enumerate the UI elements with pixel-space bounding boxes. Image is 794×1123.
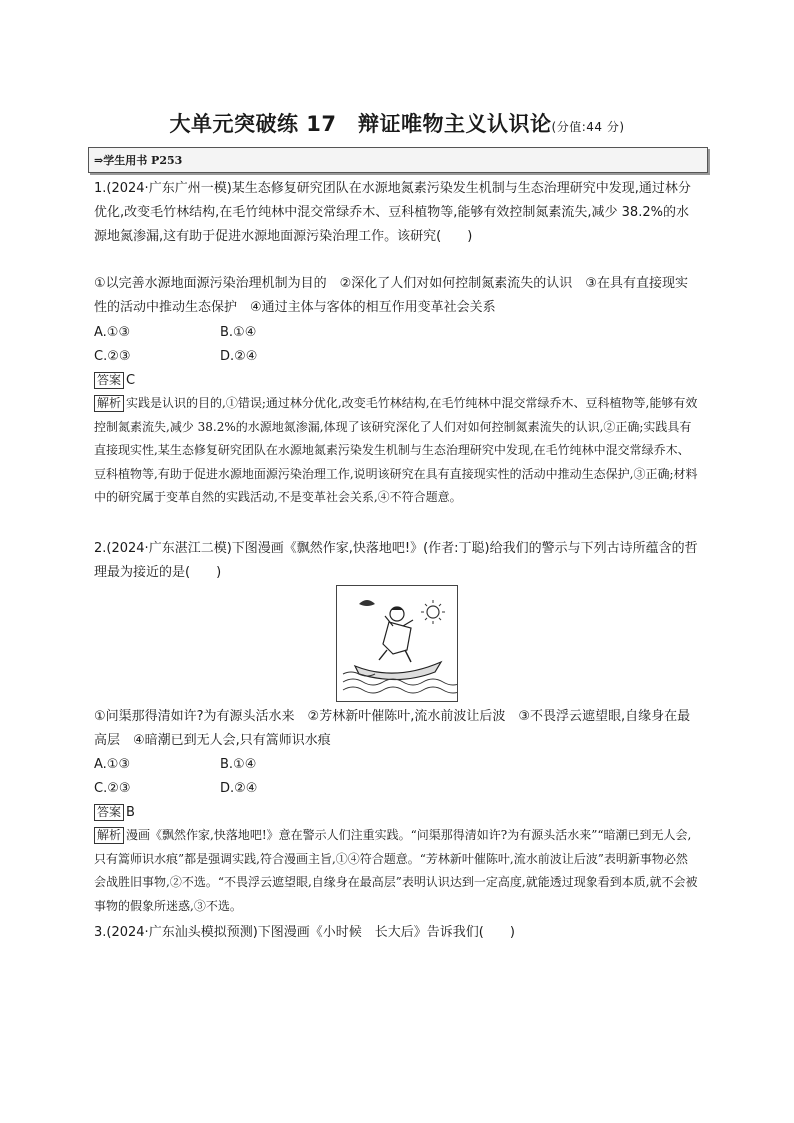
q1-answer-value: C <box>126 373 136 388</box>
q1-answer <box>94 371 135 391</box>
analysis-label: 解析 <box>94 395 124 412</box>
book-reference-bar <box>88 147 708 173</box>
score-note: (分值:44 分) <box>551 120 625 134</box>
q2-option-a: A.①③ <box>94 757 131 772</box>
q1-option-b: B.①④ <box>220 325 257 340</box>
q2-option-b: B.①④ <box>220 757 257 772</box>
q2-option-c: C.②③ <box>94 781 131 796</box>
q2-answer-value: B <box>126 805 135 820</box>
q1-option-a: A.①③ <box>94 325 131 340</box>
cartoon-image <box>336 585 458 702</box>
cartoon-drawing <box>337 586 457 701</box>
q2-analysis <box>94 824 699 918</box>
answer-label: 答案 <box>94 372 124 389</box>
q1-option-d: D.②④ <box>220 349 258 364</box>
q2-answer <box>94 803 135 823</box>
analysis-label: 解析 <box>94 827 124 844</box>
answer-label: 答案 <box>94 804 124 821</box>
q1-stem: 1.(2024·广东广州一模)某生态修复研究团队在水源地氮素污染发生机制与生态治理研究中发现,通过林分优化,改变毛竹林结构,在毛竹纯林中混交常绿乔木、豆科植物等,能够有效控制氮素流失,减少 38.2%的水源地氮渗漏,这有助于促进水源地面源污染治理工作。该研究( ) <box>94 181 691 244</box>
q1-analysis-text: 实践是认识的目的,①错误;通过林分优化,改变毛竹林结构,在毛竹纯林中混交常绿乔木、豆科植物等,能够有效控制氮素流失,减少 38.2%的水源地氮渗漏,体现了该研究深化了人们对如何控制氮素流失的认识,②正确;实践具有直接现实性,某生态修复研究团队在水源地氮素污染发生机制与生态治理研究中发现,在毛竹纯林中混交常绿乔木、豆科植物等,有助于促进水源地面源污染治理工作,说明该研究在具有直接现实性的活动中推动生态保护,③正确;材料中的研究属于变革自然的实践活动,不是变革社会关系,④不符合题意。 <box>94 396 698 504</box>
page-title <box>0 108 794 138</box>
q1-statements: ①以完善水源地面源污染治理机制为目的 ②深化了人们对如何控制氮素流失的认识 ③在具有直接现实性的活动中推动生态保护 ④通过主体与客体的相互作用变革社会关系 <box>94 276 688 315</box>
q2-stem: 2.(2024·广东湛江二模)下图漫画《飘然作家,快落地吧!》(作者:丁聪)给我们的警示与下列古诗所蕴含的哲理最为接近的是( ) <box>94 541 698 580</box>
q2-statements: ①问渠那得清如许?为有源头活水来 ②芳林新叶催陈叶,流水前波让后波 ③不畏浮云遮望眼,自缘身在最高层 ④暗潮已到无人会,只有篙师识水痕 <box>94 709 691 748</box>
q1-analysis <box>94 392 699 510</box>
title-text: 大单元突破练 17 辩证唯物主义认识论 <box>169 112 552 136</box>
q3-stem: 3.(2024·广东汕头模拟预测)下图漫画《小时候 长大后》告诉我们( ) <box>94 925 515 940</box>
q2-analysis-text: 漫画《飘然作家,快落地吧!》意在警示人们注重实践。“问渠那得清如许?为有源头活水来”“暗潮已到无人会,只有篙师识水痕”都是强调实践,符合漫画主旨,①④符合题意。“芳林新叶催陈叶,流水前波让后波”表明新事物必然会战胜旧事物,②不选。“不畏浮云遮望眼,自缘身在最高层”表明认识达到一定高度,就能透过现象看到本质,就不会被事物的假象所迷惑,③不选。 <box>94 828 698 913</box>
q2-option-d: D.②④ <box>220 781 258 796</box>
book-reference: ⇒学生用书 P253 <box>94 154 183 167</box>
q1-option-c: C.②③ <box>94 349 131 364</box>
